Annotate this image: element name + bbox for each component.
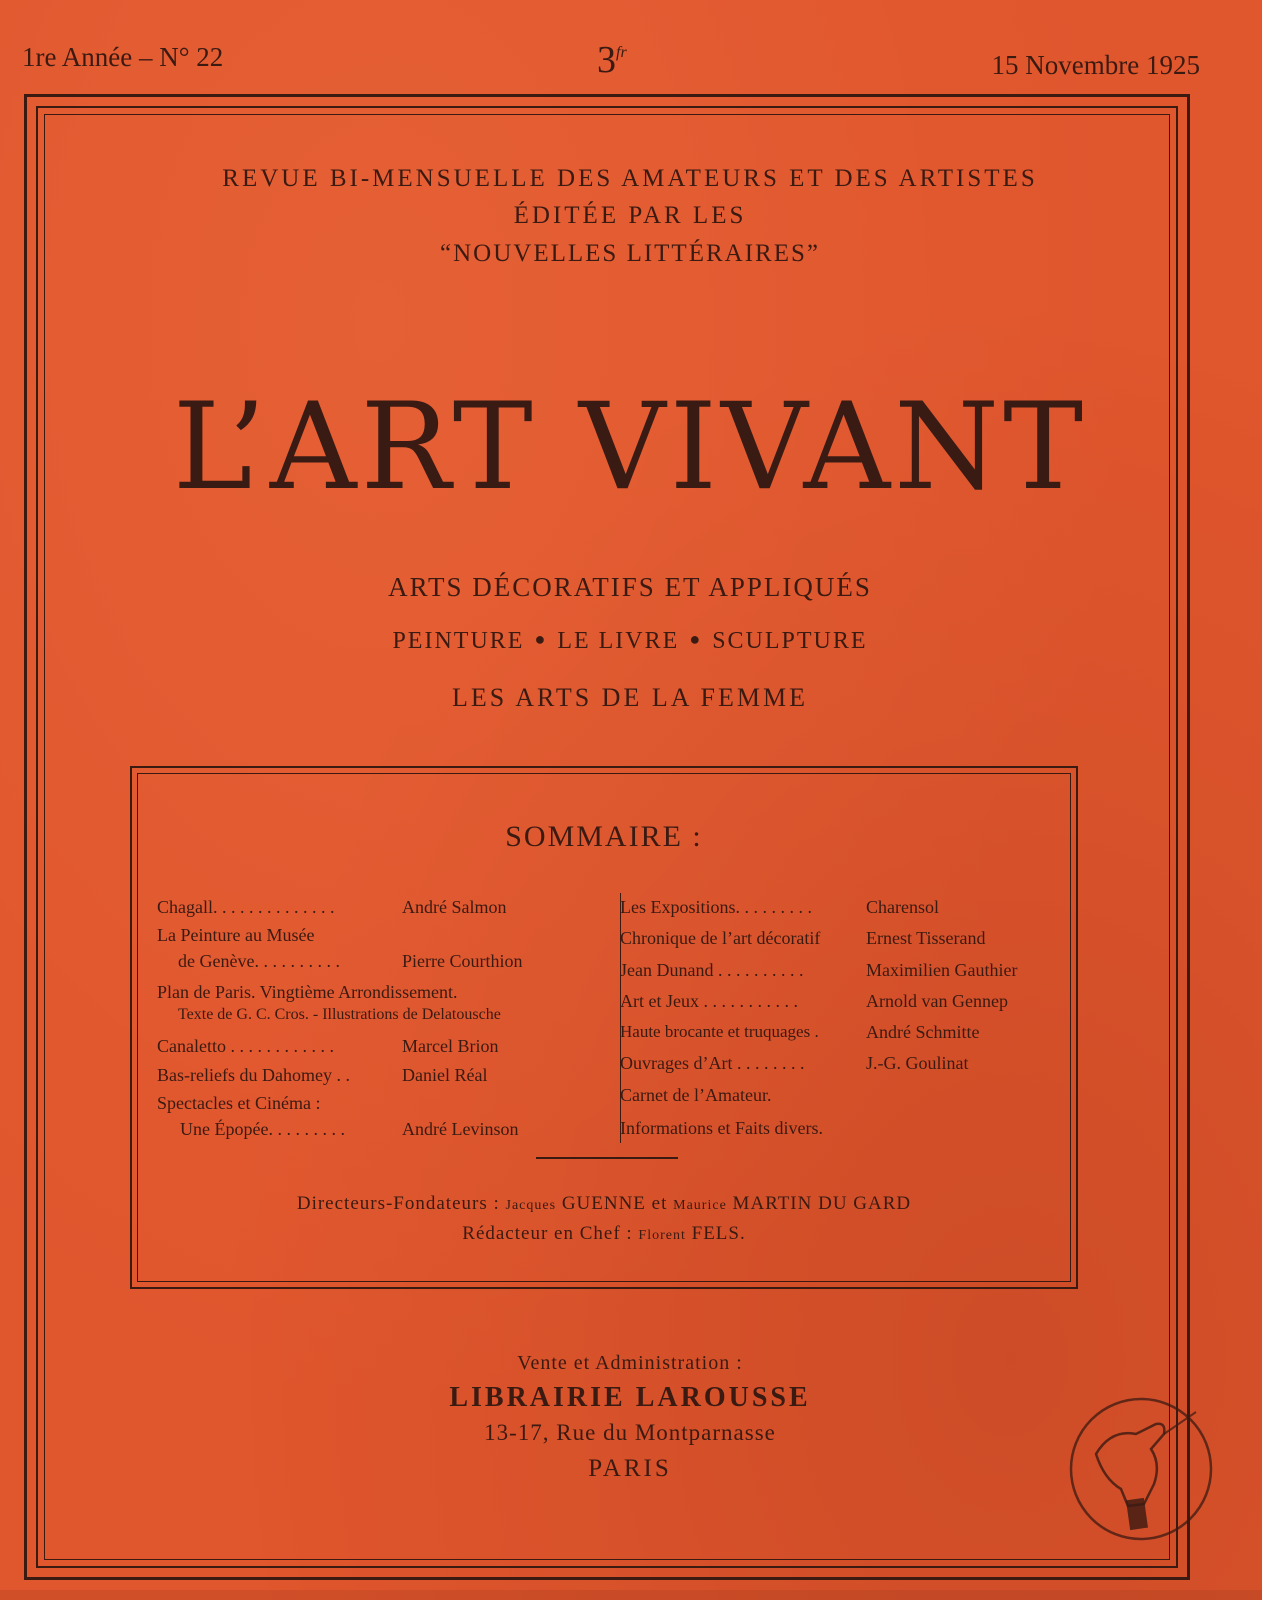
toc-entry-title: Chronique de l’art décoratif: [620, 928, 821, 948]
price-value: 3: [597, 39, 616, 81]
toc-entry-title: Spectacles et Cinéma :: [157, 1093, 321, 1113]
toc-entry-title: Informations et Faits divers.: [620, 1118, 823, 1138]
editor-label: Rédacteur en Chef :: [462, 1223, 633, 1244]
toc-entry-author: André Schmitte: [866, 1022, 980, 1042]
toc-entry-title: Art et Jeux . . . . . . . . . . .: [620, 991, 798, 1011]
toc-entry-title: Haute brocante et truquages .: [620, 1022, 819, 1041]
founder1-first: Jacques: [505, 1198, 557, 1213]
price-unit: fr: [616, 44, 627, 61]
sections-line-3: LES ARTS DE LA FEMME: [451, 683, 809, 712]
section-peinture: PEINTURE: [392, 628, 525, 654]
publisher-name: LIBRAIRIE LAROUSSE: [449, 1382, 811, 1413]
paper-edge: [0, 1590, 1262, 1600]
founders-label: Directeurs-Fondateurs :: [296, 1193, 500, 1214]
summary-rule: [536, 1157, 678, 1159]
toc-entry-title: Plan de Paris. Vingtième Arrondissement.: [157, 982, 458, 1002]
subtitle-line-1: REVUE BI-MENSUELLE DES AMATEURS ET DES ARTISTES: [222, 165, 1038, 192]
subtitle-line-3: “NOUVELLES LITTÉRAIRES”: [440, 240, 820, 267]
toc-entry-title: Texte de G. C. Cros. - Illustrations de Delatousche: [178, 1006, 501, 1023]
toc-entry-author: André Levinson: [402, 1119, 519, 1139]
founders-line: [137, 1193, 1071, 1215]
section-sculpture: SCULPTURE: [712, 628, 868, 654]
toc-entry-title: Les Expositions. . . . . . . . .: [620, 897, 812, 917]
toc-entry-title: de Genève. . . . . . . . . .: [178, 951, 340, 971]
founder2-last: MARTIN DU GARD: [732, 1193, 912, 1214]
editor-line: [137, 1223, 1071, 1245]
section-livre: LE LIVRE: [557, 628, 680, 654]
founder1-last: GUENNE: [561, 1193, 646, 1214]
sections-line-1: ARTS DÉCORATIFS ET APPLIQUÉS: [388, 572, 872, 602]
publisher-city: PARIS: [588, 1455, 672, 1482]
founders-and: et: [651, 1193, 668, 1214]
toc-entry-title: Jean Dunand . . . . . . . . . .: [620, 960, 804, 980]
issue-number: 1re Année – N° 22: [22, 42, 224, 72]
toc-entry-author: Pierre Courthion: [402, 951, 523, 971]
toc-entry-title: La Peinture au Musée: [157, 925, 315, 945]
subtitle-line-2: ÉDITÉE PAR LES: [513, 202, 747, 229]
price: [597, 38, 627, 82]
publisher-address: 13-17, Rue du Montparnasse: [484, 1420, 776, 1445]
founder2-first: Maurice: [673, 1198, 727, 1213]
toc-entry-title: Bas-reliefs du Dahomey . .: [157, 1065, 350, 1085]
hand-stamp-icon: [1066, 1394, 1216, 1544]
toc-entry-author: Charensol: [866, 897, 939, 917]
separator-dot-icon: ●: [689, 629, 703, 649]
toc-entry-title: Ouvrages d’Art . . . . . . . .: [620, 1053, 805, 1073]
masthead-title: L’ART VIVANT: [172, 378, 1088, 517]
issue-date: 15 Novembre 1925: [991, 50, 1200, 80]
toc-entry-author: Marcel Brion: [402, 1036, 499, 1056]
toc-entry-title: Carnet de l’Amateur.: [620, 1085, 772, 1105]
admin-label: Vente et Administration :: [517, 1352, 743, 1374]
toc-entry-title: Chagall. . . . . . . . . . . . . .: [157, 897, 335, 917]
sections-line-2: [40, 628, 1220, 655]
toc-entry-title: Une Épopée. . . . . . . . .: [180, 1119, 345, 1139]
toc-entry-author: Maximilien Gauthier: [866, 960, 1018, 980]
toc-entry-author: André Salmon: [402, 897, 507, 917]
cover-header: [22, 38, 1200, 88]
toc-entry-author: Ernest Tisserand: [866, 928, 986, 948]
toc-entry-author: Arnold van Gennep: [866, 991, 1008, 1011]
editor-last: FELS.: [691, 1223, 746, 1244]
toc-entry-author: Daniel Réal: [402, 1065, 488, 1085]
toc-entry-author: J.-G. Goulinat: [866, 1053, 969, 1073]
summary-title: SOMMAIRE :: [505, 820, 703, 853]
toc-entry-title: Canaletto . . . . . . . . . . . .: [157, 1036, 334, 1056]
separator-dot-icon: ●: [534, 629, 548, 649]
editor-first: Florent: [638, 1228, 686, 1243]
